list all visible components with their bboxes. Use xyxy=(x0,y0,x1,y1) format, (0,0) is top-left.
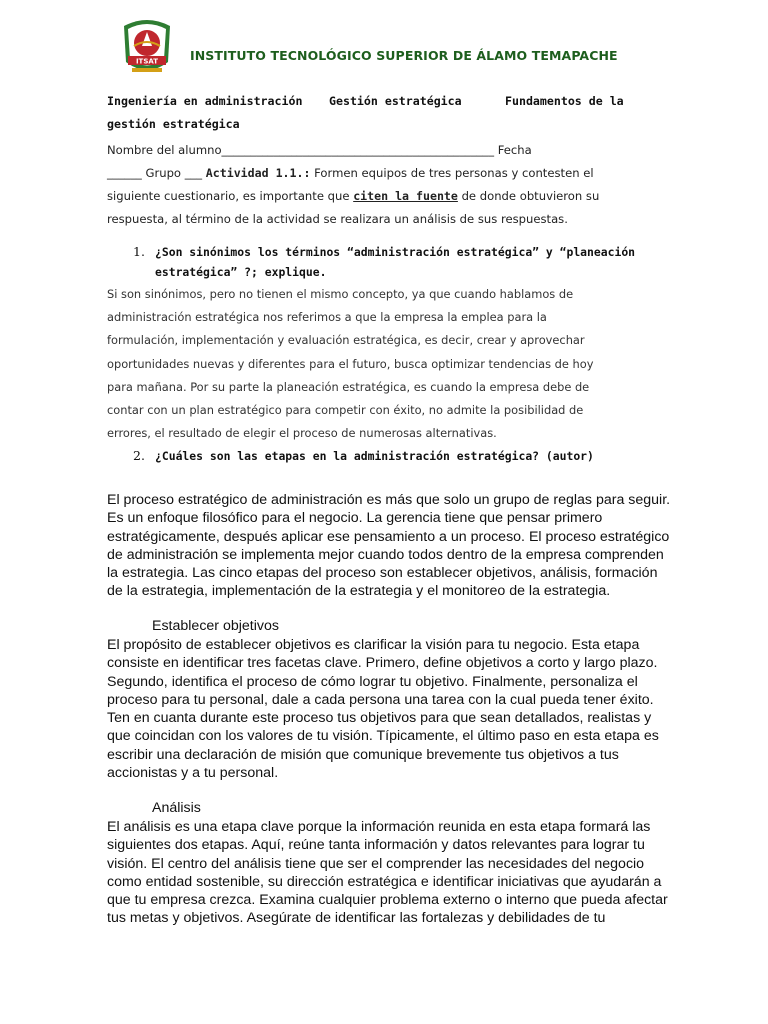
body-line: Segundo, identifica el proceso de cómo lograr tu objetivo. Finalmente, personaliza el xyxy=(107,673,638,690)
section-objectives-body xyxy=(107,636,663,782)
section-analysis-body xyxy=(107,818,668,928)
body-line: que coincidan con los valores de tu visión. Típicamente, el último paso en esta etapa es xyxy=(107,728,659,745)
cite-pre-text: siguiente cuestionario, es importante que xyxy=(107,189,354,203)
cite-source-line xyxy=(107,185,647,208)
section-heading-objectives: Establecer objetivos xyxy=(152,618,279,634)
answer-1 xyxy=(107,283,651,445)
question-2 xyxy=(133,446,643,466)
section-heading-analysis: Análisis xyxy=(152,800,201,816)
career-label: Ingeniería en administración xyxy=(107,94,303,108)
body-line: estratégicamente, después aplicar ese pensamiento a un proceso. El proceso estratégico xyxy=(107,528,670,545)
cite-post-text: de donde obtuvieron su xyxy=(457,189,600,203)
body-line: El propósito de establecer objetivos es clarificar la visión para tu negocio. Esta etapa xyxy=(107,637,640,653)
answer-2-intro xyxy=(107,491,671,601)
answer-1-line: Si son sinónimos, pero no tienen el mismo concepto, ya que cuando hablamos de xyxy=(107,287,574,301)
unit-label-continued: gestión estratégica xyxy=(107,117,240,131)
body-line: Ten en cuanta durante este proceso tus objetivos para que sean detallados, realistas y xyxy=(107,710,652,727)
body-line: Es un enfoque filosófico para el negocio. La gerencia tiene que pensar primero xyxy=(107,510,603,527)
body-line: consiste en identificar tres facetas clave. Primero, define objetivos a corto y largo plazo. xyxy=(107,655,658,672)
activity-label: Actividad 1.1.: xyxy=(205,166,311,180)
student-name-line: Nombre del alumno_______________________________________________ Fecha xyxy=(107,143,532,157)
subject-label: Gestión estratégica xyxy=(329,94,462,108)
activity-text: Formen equipos de tres personas y contesten el xyxy=(310,166,594,180)
body-line: como entidad sostenible, su dirección estratégica e identificar iniciativas que ayudarán a xyxy=(107,873,662,890)
body-line: visión. El centro del análisis tiene que ser el comprender las necesidades del negocio xyxy=(107,855,645,872)
question-2-line-1: ¿Cuáles son las etapas en la administración estratégica? (autor) xyxy=(155,449,594,463)
institute-logo-icon xyxy=(118,16,176,80)
answer-1-line: administración estratégica nos referimos a que la empresa la emplea para la xyxy=(107,310,547,325)
document-header xyxy=(118,16,678,82)
body-line: El análisis es una etapa clave porque la información reunida en esta etapa formará las xyxy=(107,819,651,835)
answer-1-line: oportunidades nuevas y diferentes para el futuro, busca optimizar tendencias de hoy xyxy=(107,356,594,371)
svg-text:ITSAT: ITSAT xyxy=(135,57,159,66)
answer-1-line: formulación, implementación y evaluación estratégica, es decir, crear y aprovechar xyxy=(107,333,585,348)
group-blank: ______ Grupo ___ xyxy=(107,166,206,180)
answer-1-line: contar con un plan estratégico para competir con éxito, no admite la posibilidad de xyxy=(107,403,584,418)
unit-label: Fundamentos de la xyxy=(505,94,624,108)
body-line: El proceso estratégico de administración es más que solo un grupo de reglas para seguir. xyxy=(107,492,671,508)
instructions-block xyxy=(107,139,647,231)
body-line: tus metas y objetivos. Asegúrate de identificar las fortalezas y debilidades de tu xyxy=(107,910,606,927)
answer-1-line: para mañana. Por su parte la planeación estratégica, es cuando la empresa debe de xyxy=(107,379,590,394)
body-line: proceso para tu personal, dale a cada persona una tarea con la cual pueda tener éxito. xyxy=(107,691,654,708)
question-1-line-1: ¿Son sinónimos los términos “administración estratégica” y “planeación xyxy=(155,245,636,259)
cite-source-emphasis: citen la fuente xyxy=(353,189,458,203)
question-1-line-2: estratégica” ?; explique. xyxy=(155,265,327,279)
body-line: escribir una declaración de misión que comunique brevemente tus objetivos a tus xyxy=(107,746,619,763)
group-activity-line xyxy=(107,162,647,185)
body-line: siguientes dos etapas. Aquí, reúne tanta información y datos relevantes para lograr tu xyxy=(107,837,645,854)
question-2-number: 2. xyxy=(133,448,145,463)
body-line: de administración se implementa mejor cuando todos dentro de la empresa comprenden xyxy=(107,546,664,563)
body-line: accionistas y a tu personal. xyxy=(107,765,279,782)
answer-1-line: errores, el resultado de elegir el proceso de numerosas alternativas. xyxy=(107,426,497,441)
body-line: la estrategia. Las cinco etapas del proceso son establecer objetivos, análisis, formación xyxy=(107,565,658,582)
question-1-number: 1. xyxy=(133,244,145,259)
institute-title: INSTITUTO TECNOLÓGICO SUPERIOR DE ÁLAMO TEMAPACHE xyxy=(190,48,618,63)
instructions-final-line: respuesta, al término de la actividad se realizara un análisis de sus respuestas. xyxy=(107,212,568,226)
question-1 xyxy=(133,242,643,282)
body-line: que tu empresa crezca. Examina cualquier problema externo o interno que pueda afectar xyxy=(107,892,668,909)
body-line: de la estrategia, implementación de la estrategia y el monitoreo de la estrategia. xyxy=(107,583,611,600)
